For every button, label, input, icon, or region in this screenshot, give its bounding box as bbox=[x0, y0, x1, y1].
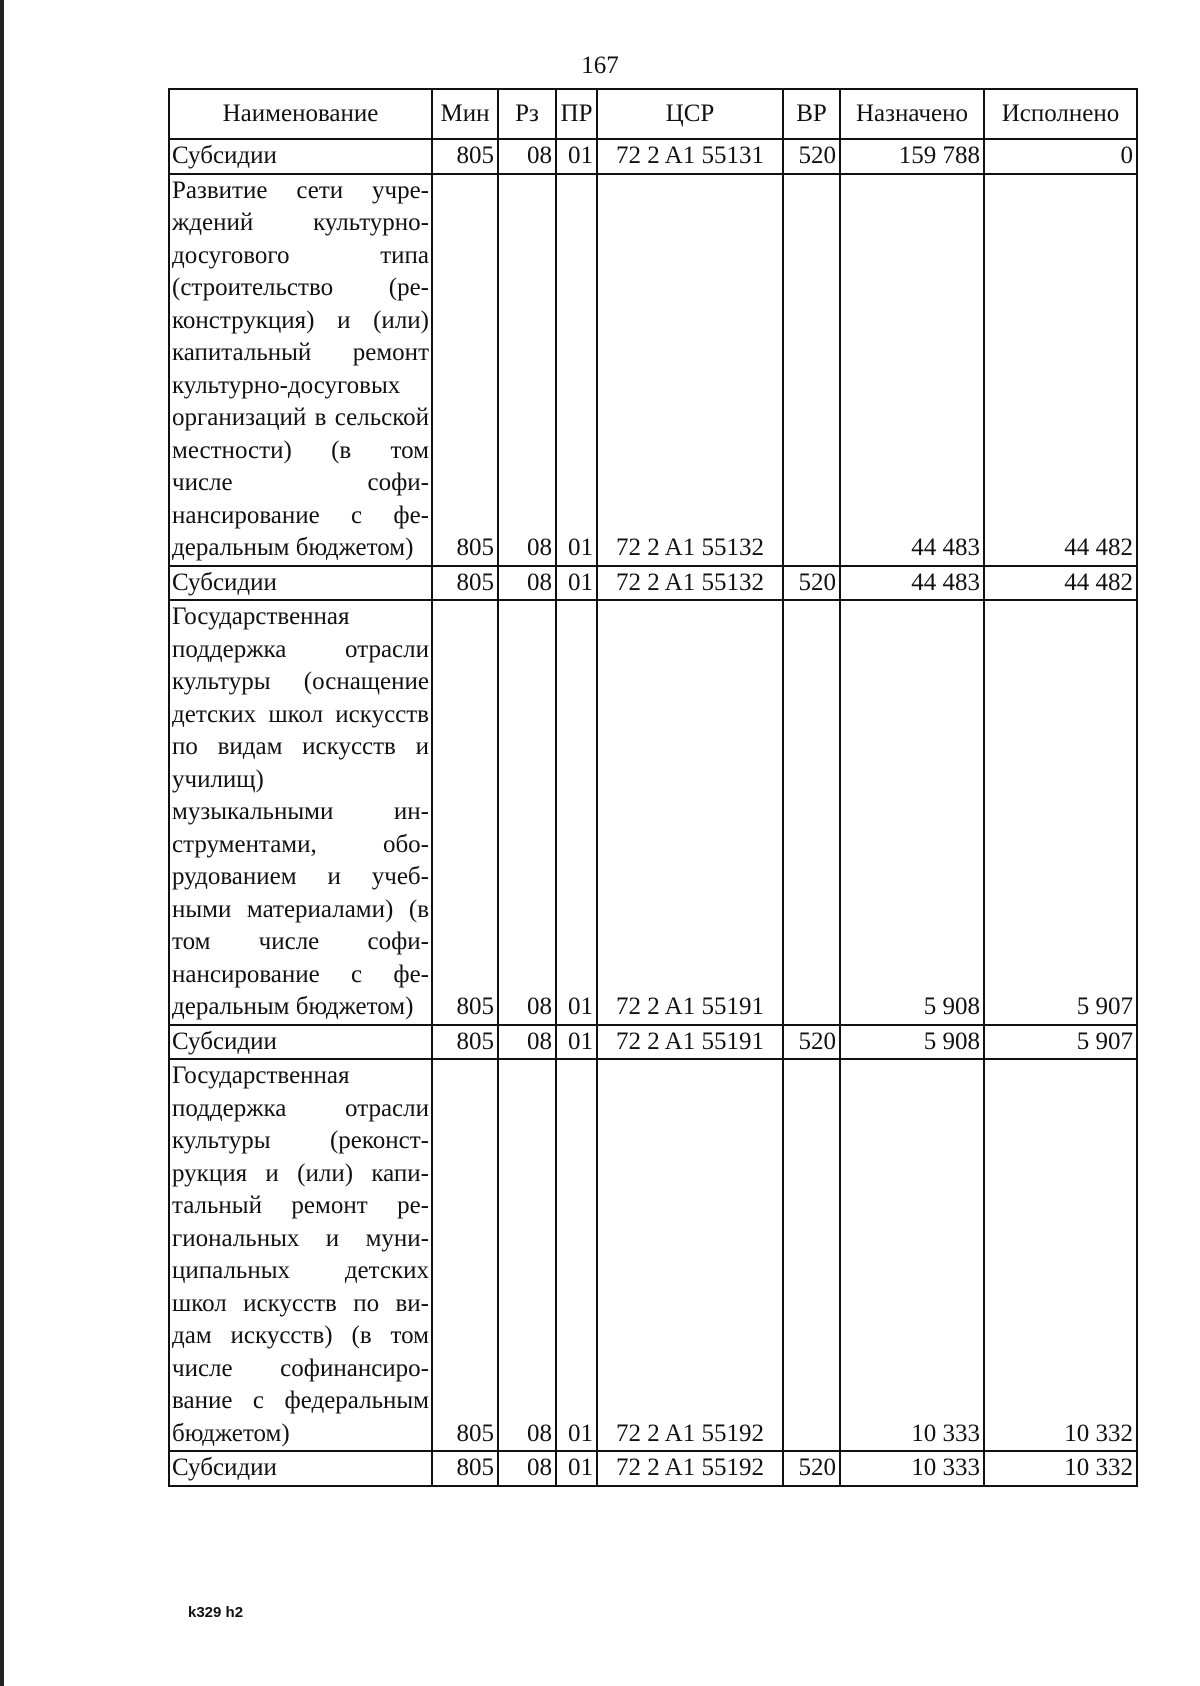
cell-min: 805 bbox=[432, 1451, 498, 1486]
budget-table bbox=[168, 88, 1138, 1487]
cell-min: 805 bbox=[432, 1059, 498, 1451]
header-csr: ЦСР bbox=[597, 89, 783, 139]
cell-vr: 520 bbox=[783, 566, 840, 601]
header-min: Мин bbox=[432, 89, 498, 139]
cell-assigned: 44 483 bbox=[840, 566, 984, 601]
cell-name: Государственная поддержка отрасли культуры (оснащение детских школ искусств по видам искусств и училищ) музыкальными инструментами, оборудованием и учебными материалами) (в том числе софинансирование с федеральным бюджетом) bbox=[169, 600, 432, 1025]
header-vr: ВР bbox=[783, 89, 840, 139]
header-pr: ПР bbox=[556, 89, 597, 139]
cell-assigned: 10 333 bbox=[840, 1059, 984, 1451]
table-row bbox=[169, 139, 1137, 174]
cell-rz: 08 bbox=[498, 174, 556, 566]
cell-rz: 08 bbox=[498, 1059, 556, 1451]
cell-pr: 01 bbox=[556, 174, 597, 566]
table-row bbox=[169, 1451, 1137, 1486]
cell-name: Субсидии bbox=[169, 1025, 432, 1060]
cell-executed: 0 bbox=[984, 139, 1137, 174]
cell-assigned: 5 908 bbox=[840, 1025, 984, 1060]
cell-csr: 72 2 A1 55131 bbox=[597, 139, 783, 174]
footer-code: k329 h2 bbox=[188, 1604, 244, 1621]
cell-csr: 72 2 A1 55132 bbox=[597, 174, 783, 566]
cell-rz: 08 bbox=[498, 600, 556, 1025]
cell-name: Государственная поддержка отрасли культуры (реконструкция и (или) капитальный ремонт региональных и муниципальных детских школ искусств по видам искусств) (в том числе софинансирование с федеральным бюджетом) bbox=[169, 1059, 432, 1451]
cell-pr: 01 bbox=[556, 600, 597, 1025]
table-row bbox=[169, 1059, 1137, 1451]
cell-assigned: 159 788 bbox=[840, 139, 984, 174]
cell-vr bbox=[783, 600, 840, 1025]
cell-executed: 10 332 bbox=[984, 1451, 1137, 1486]
cell-executed: 10 332 bbox=[984, 1059, 1137, 1451]
cell-csr: 72 2 A1 55191 bbox=[597, 1025, 783, 1060]
page-number: 167 bbox=[581, 52, 619, 79]
cell-name: Субсидии bbox=[169, 566, 432, 601]
cell-min: 805 bbox=[432, 566, 498, 601]
table-row bbox=[169, 174, 1137, 566]
cell-vr bbox=[783, 1059, 840, 1451]
cell-executed: 44 482 bbox=[984, 174, 1137, 566]
table-row bbox=[169, 1025, 1137, 1060]
cell-csr: 72 2 A1 55192 bbox=[597, 1451, 783, 1486]
cell-vr bbox=[783, 174, 840, 566]
cell-name: Развитие сети учреждений культурно-досугового типа (строительство (реконструкция) и (или) капитальный ремонт культурно-досуговых организаций в сельской местности) (в том числе софинансирование с федеральным бюджетом) bbox=[169, 174, 432, 566]
cell-rz: 08 bbox=[498, 139, 556, 174]
cell-vr: 520 bbox=[783, 1451, 840, 1486]
cell-pr: 01 bbox=[556, 139, 597, 174]
cell-vr: 520 bbox=[783, 1025, 840, 1060]
cell-pr: 01 bbox=[556, 566, 597, 601]
header-assigned: Назначено bbox=[840, 89, 984, 139]
cell-min: 805 bbox=[432, 1025, 498, 1060]
table-header-row bbox=[169, 89, 1137, 139]
cell-rz: 08 bbox=[498, 566, 556, 601]
header-name: Наименование bbox=[169, 89, 432, 139]
cell-assigned: 44 483 bbox=[840, 174, 984, 566]
cell-pr: 01 bbox=[556, 1059, 597, 1451]
cell-executed: 5 907 bbox=[984, 600, 1137, 1025]
cell-name: Субсидии bbox=[169, 139, 432, 174]
cell-executed: 5 907 bbox=[984, 1025, 1137, 1060]
cell-assigned: 10 333 bbox=[840, 1451, 984, 1486]
header-rz: Рз bbox=[498, 89, 556, 139]
header-executed: Исполнено bbox=[984, 89, 1137, 139]
table-row bbox=[169, 600, 1137, 1025]
cell-min: 805 bbox=[432, 600, 498, 1025]
cell-name: Субсидии bbox=[169, 1451, 432, 1486]
cell-rz: 08 bbox=[498, 1451, 556, 1486]
scan-edge bbox=[0, 0, 4, 1686]
cell-assigned: 5 908 bbox=[840, 600, 984, 1025]
cell-rz: 08 bbox=[498, 1025, 556, 1060]
cell-executed: 44 482 bbox=[984, 566, 1137, 601]
cell-csr: 72 2 A1 55132 bbox=[597, 566, 783, 601]
cell-pr: 01 bbox=[556, 1451, 597, 1486]
cell-csr: 72 2 A1 55192 bbox=[597, 1059, 783, 1451]
cell-pr: 01 bbox=[556, 1025, 597, 1060]
table-row bbox=[169, 566, 1137, 601]
cell-csr: 72 2 A1 55191 bbox=[597, 600, 783, 1025]
cell-min: 805 bbox=[432, 174, 498, 566]
cell-vr: 520 bbox=[783, 139, 840, 174]
cell-min: 805 bbox=[432, 139, 498, 174]
